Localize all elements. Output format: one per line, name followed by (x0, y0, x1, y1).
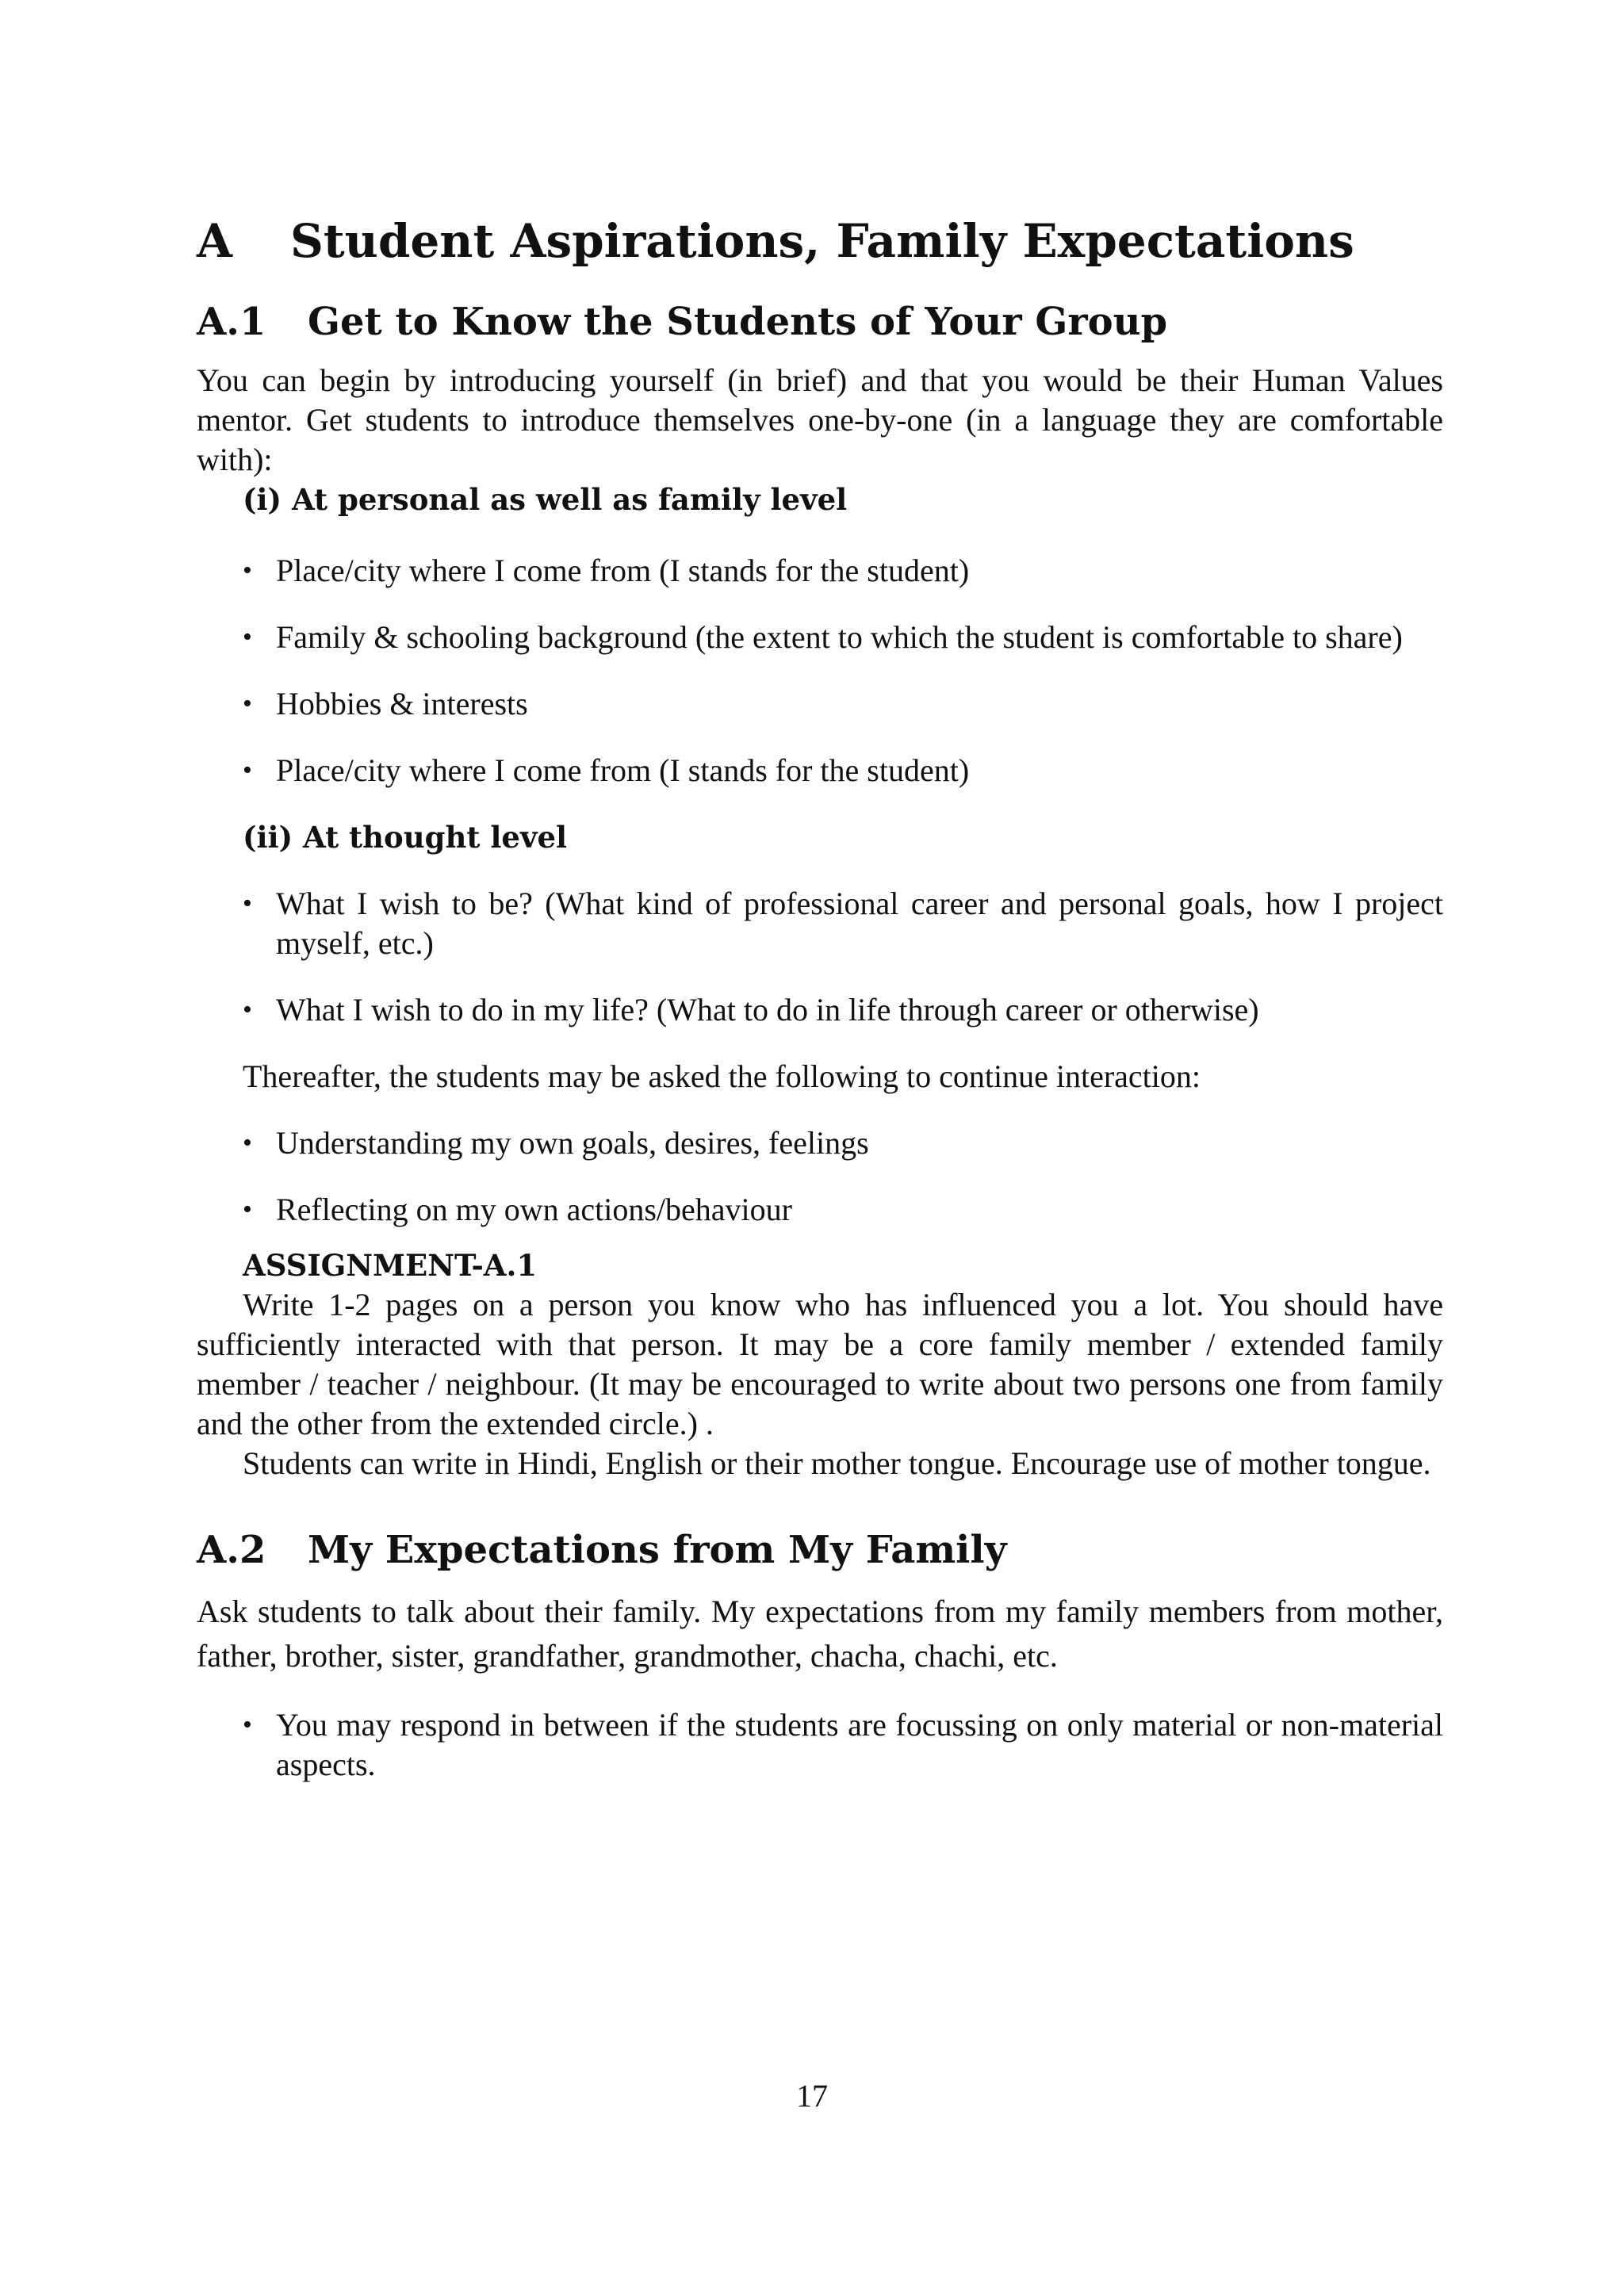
subsection-title-a2: My Expectations from My Family (308, 1528, 1007, 1573)
family-intro-paragraph: Ask students to talk about their family. My expectations from my family members from mother, father, brother, sister, grandfather, grandmother, chacha, chachi, etc. (197, 1593, 1443, 1674)
subsection-title-a1: Get to Know the Students of Your Group (308, 299, 1168, 344)
subsection-heading-a2 (197, 1528, 1443, 1574)
list-item: • Understanding my own goals, desires, feelings (243, 1125, 869, 1161)
section-number: A (197, 214, 233, 268)
subsection-heading-a1 (197, 300, 1443, 346)
subsection-number-a1: A.1 (197, 299, 266, 344)
document-page (197, 214, 1443, 1812)
section-title: Student Aspirations, Family Expectations (290, 214, 1354, 268)
thought-level-heading: (ii) At thought level (243, 820, 568, 855)
intro-paragraph: You can begin by introducing yourself (in brief) and that you would be their Human Values mentor. Get students to introduce themselves one-by-one (in a language they are comfortable with): (197, 362, 1443, 478)
family-list (197, 1705, 1443, 1785)
list-item: • Family & schooling background (the extent to which the student is comfortable to share) (243, 619, 1403, 656)
list-item: • What I wish to be? (What kind of professional career and personal goals, how I project myself, etc.) (243, 886, 1443, 962)
list-item: • You may respond in between if the students are focussing on only material or non-material aspects. (243, 1706, 1443, 1782)
personal-level-list (197, 551, 1443, 790)
list-item: • Hobbies & interests (243, 686, 528, 722)
assignment-language-paragraph: Students can write in Hindi, English or their mother tongue. Encourage use of mother tongue. (243, 1445, 1431, 1482)
list-item: • Place/city where I come from (I stands for the student) (243, 752, 970, 789)
page-number: 17 (796, 2078, 828, 2114)
assignment-heading: ASSIGNMENT-A.1 (243, 1248, 538, 1284)
personal-level-heading: (i) At personal as well as family level (243, 482, 848, 518)
section-heading (197, 214, 1443, 270)
assignment-paragraph: Write 1-2 pages on a person you know who has influenced you a lot. You should have sufficiently interacted with that person. It may be a core family member / extended family member / teacher / neighbour. (It may be encouraged to write about two persons one from family and the other from the extended circle.) . (197, 1287, 1443, 1442)
subsection-number-a2: A.2 (197, 1528, 266, 1573)
list-item: • What I wish to do in my life? (What to do in life through career or otherwise) (243, 992, 1259, 1028)
interaction-list (197, 1123, 1443, 1230)
thereafter-paragraph: Thereafter, the students may be asked the following to continue interaction: (243, 1058, 1201, 1095)
thought-level-list (197, 884, 1443, 1030)
list-item: • Reflecting on my own actions/behaviour (243, 1192, 792, 1228)
list-item: • Place/city where I come from (I stands for the student) (243, 553, 970, 589)
